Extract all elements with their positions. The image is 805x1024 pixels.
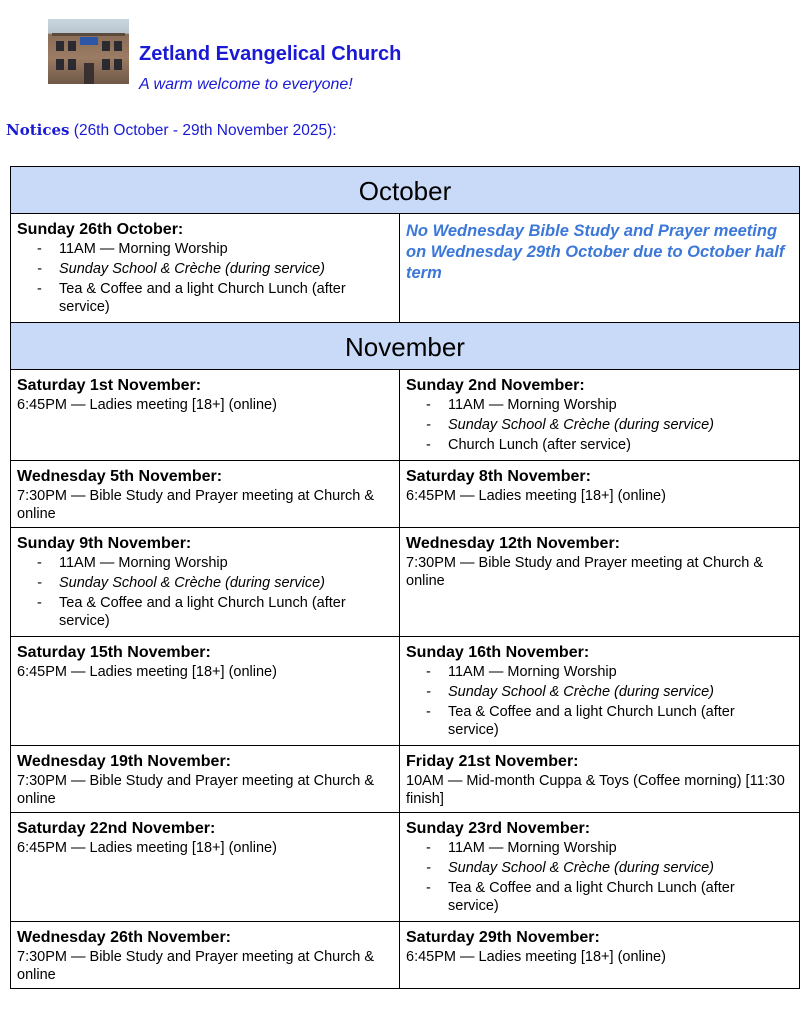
- event-item: - Sunday School & Crèche (during service): [406, 416, 794, 434]
- notices-heading: [6, 121, 337, 140]
- table-row: [11, 461, 800, 528]
- event-cell: [400, 637, 800, 746]
- event-day: Saturday 1st November:: [17, 377, 202, 394]
- event-detail: 10AM — Mid-month Cuppa & Toys (Coffee morning) [11:30 finish]: [406, 773, 785, 807]
- event-cell: [11, 922, 400, 989]
- event-item: - 11AM — Morning Worship: [17, 240, 394, 258]
- table-row: [11, 214, 800, 323]
- event-day: Sunday 9th November:: [17, 535, 192, 552]
- event-detail: 7:30PM — Bible Study and Prayer meeting at Church & online: [17, 773, 375, 807]
- event-detail: 6:45PM — Ladies meeting [18+] (online): [406, 488, 666, 504]
- event-cell: [400, 214, 800, 323]
- event-day: Wednesday 12th November:: [406, 535, 620, 552]
- event-cell: [11, 528, 400, 637]
- event-items: [406, 396, 794, 454]
- event-item: - Tea & Coffee and a light Church Lunch (after service): [17, 594, 394, 630]
- event-cell: [11, 370, 400, 461]
- event-item: - Tea & Coffee and a light Church Lunch (after service): [406, 703, 794, 739]
- month-heading: November: [11, 323, 800, 370]
- event-items: [17, 554, 394, 630]
- event-items: [406, 663, 794, 739]
- event-detail: 7:30PM — Bible Study and Prayer meeting at Church & online: [406, 555, 764, 589]
- month-row-november: [11, 323, 800, 370]
- notices-range: (26th October - 29th November 2025):: [73, 122, 337, 139]
- table-row: [11, 813, 800, 922]
- november-rows: [11, 370, 800, 989]
- event-detail: 6:45PM — Ladies meeting [18+] (online): [17, 840, 277, 856]
- event-items: [17, 240, 394, 316]
- event-day: Saturday 15th November:: [17, 644, 211, 661]
- church-name: Zetland Evangelical Church: [139, 43, 402, 65]
- half-term-note: No Wednesday Bible Study and Prayer meeting on Wednesday 29th October due to October half term: [406, 222, 785, 282]
- table-row: [11, 637, 800, 746]
- event-day: Sunday 2nd November:: [406, 377, 585, 394]
- event-day: Wednesday 26th November:: [17, 929, 231, 946]
- event-day: Saturday 22nd November:: [17, 820, 216, 837]
- event-cell: [400, 370, 800, 461]
- event-item: - Church Lunch (after service): [406, 436, 794, 454]
- schedule-table: [10, 166, 800, 989]
- month-heading: October: [11, 167, 800, 214]
- event-cell: [11, 461, 400, 528]
- event-item: - Sunday School & Crèche (during service): [406, 683, 794, 701]
- event-item: - Sunday School & Crèche (during service): [406, 859, 794, 877]
- event-item: - 11AM — Morning Worship: [406, 663, 794, 681]
- event-day: Sunday 26th October:: [17, 221, 184, 238]
- event-item: - Sunday School & Crèche (during service): [17, 260, 394, 278]
- event-cell: [400, 813, 800, 922]
- event-cell: [11, 813, 400, 922]
- event-detail: 6:45PM — Ladies meeting [18+] (online): [17, 664, 277, 680]
- event-day: Wednesday 5th November:: [17, 468, 223, 485]
- event-item: - Tea & Coffee and a light Church Lunch (after service): [17, 280, 394, 316]
- event-items: [406, 839, 794, 915]
- event-cell: [400, 746, 800, 813]
- event-cell: [400, 528, 800, 637]
- table-row: [11, 528, 800, 637]
- church-photo: [48, 19, 129, 84]
- event-day: Friday 21st November:: [406, 753, 579, 770]
- event-day: Sunday 23rd November:: [406, 820, 591, 837]
- event-item: - Tea & Coffee and a light Church Lunch (after service): [406, 879, 794, 915]
- notices-label: Notices: [6, 121, 70, 139]
- event-item: - 11AM — Morning Worship: [406, 396, 794, 414]
- event-detail: 6:45PM — Ladies meeting [18+] (online): [17, 397, 277, 413]
- event-cell: [400, 922, 800, 989]
- table-row: [11, 922, 800, 989]
- event-item: - 11AM — Morning Worship: [406, 839, 794, 857]
- table-row: [11, 370, 800, 461]
- month-row-october: [11, 167, 800, 214]
- event-day: Sunday 16th November:: [406, 644, 590, 661]
- tagline: A warm welcome to everyone!: [139, 76, 353, 93]
- event-day: Saturday 8th November:: [406, 468, 591, 485]
- event-cell: [400, 461, 800, 528]
- event-day: Saturday 29th November:: [406, 929, 600, 946]
- event-day: Wednesday 19th November:: [17, 753, 231, 770]
- event-item: - 11AM — Morning Worship: [17, 554, 394, 572]
- table-row: [11, 746, 800, 813]
- event-cell: [11, 637, 400, 746]
- event-detail: 7:30PM — Bible Study and Prayer meeting at Church & online: [17, 949, 375, 983]
- event-detail: 7:30PM — Bible Study and Prayer meeting at Church & online: [17, 488, 375, 522]
- event-cell: [11, 214, 400, 323]
- event-item: - Sunday School & Crèche (during service): [17, 574, 394, 592]
- event-cell: [11, 746, 400, 813]
- event-detail: 6:45PM — Ladies meeting [18+] (online): [406, 949, 666, 965]
